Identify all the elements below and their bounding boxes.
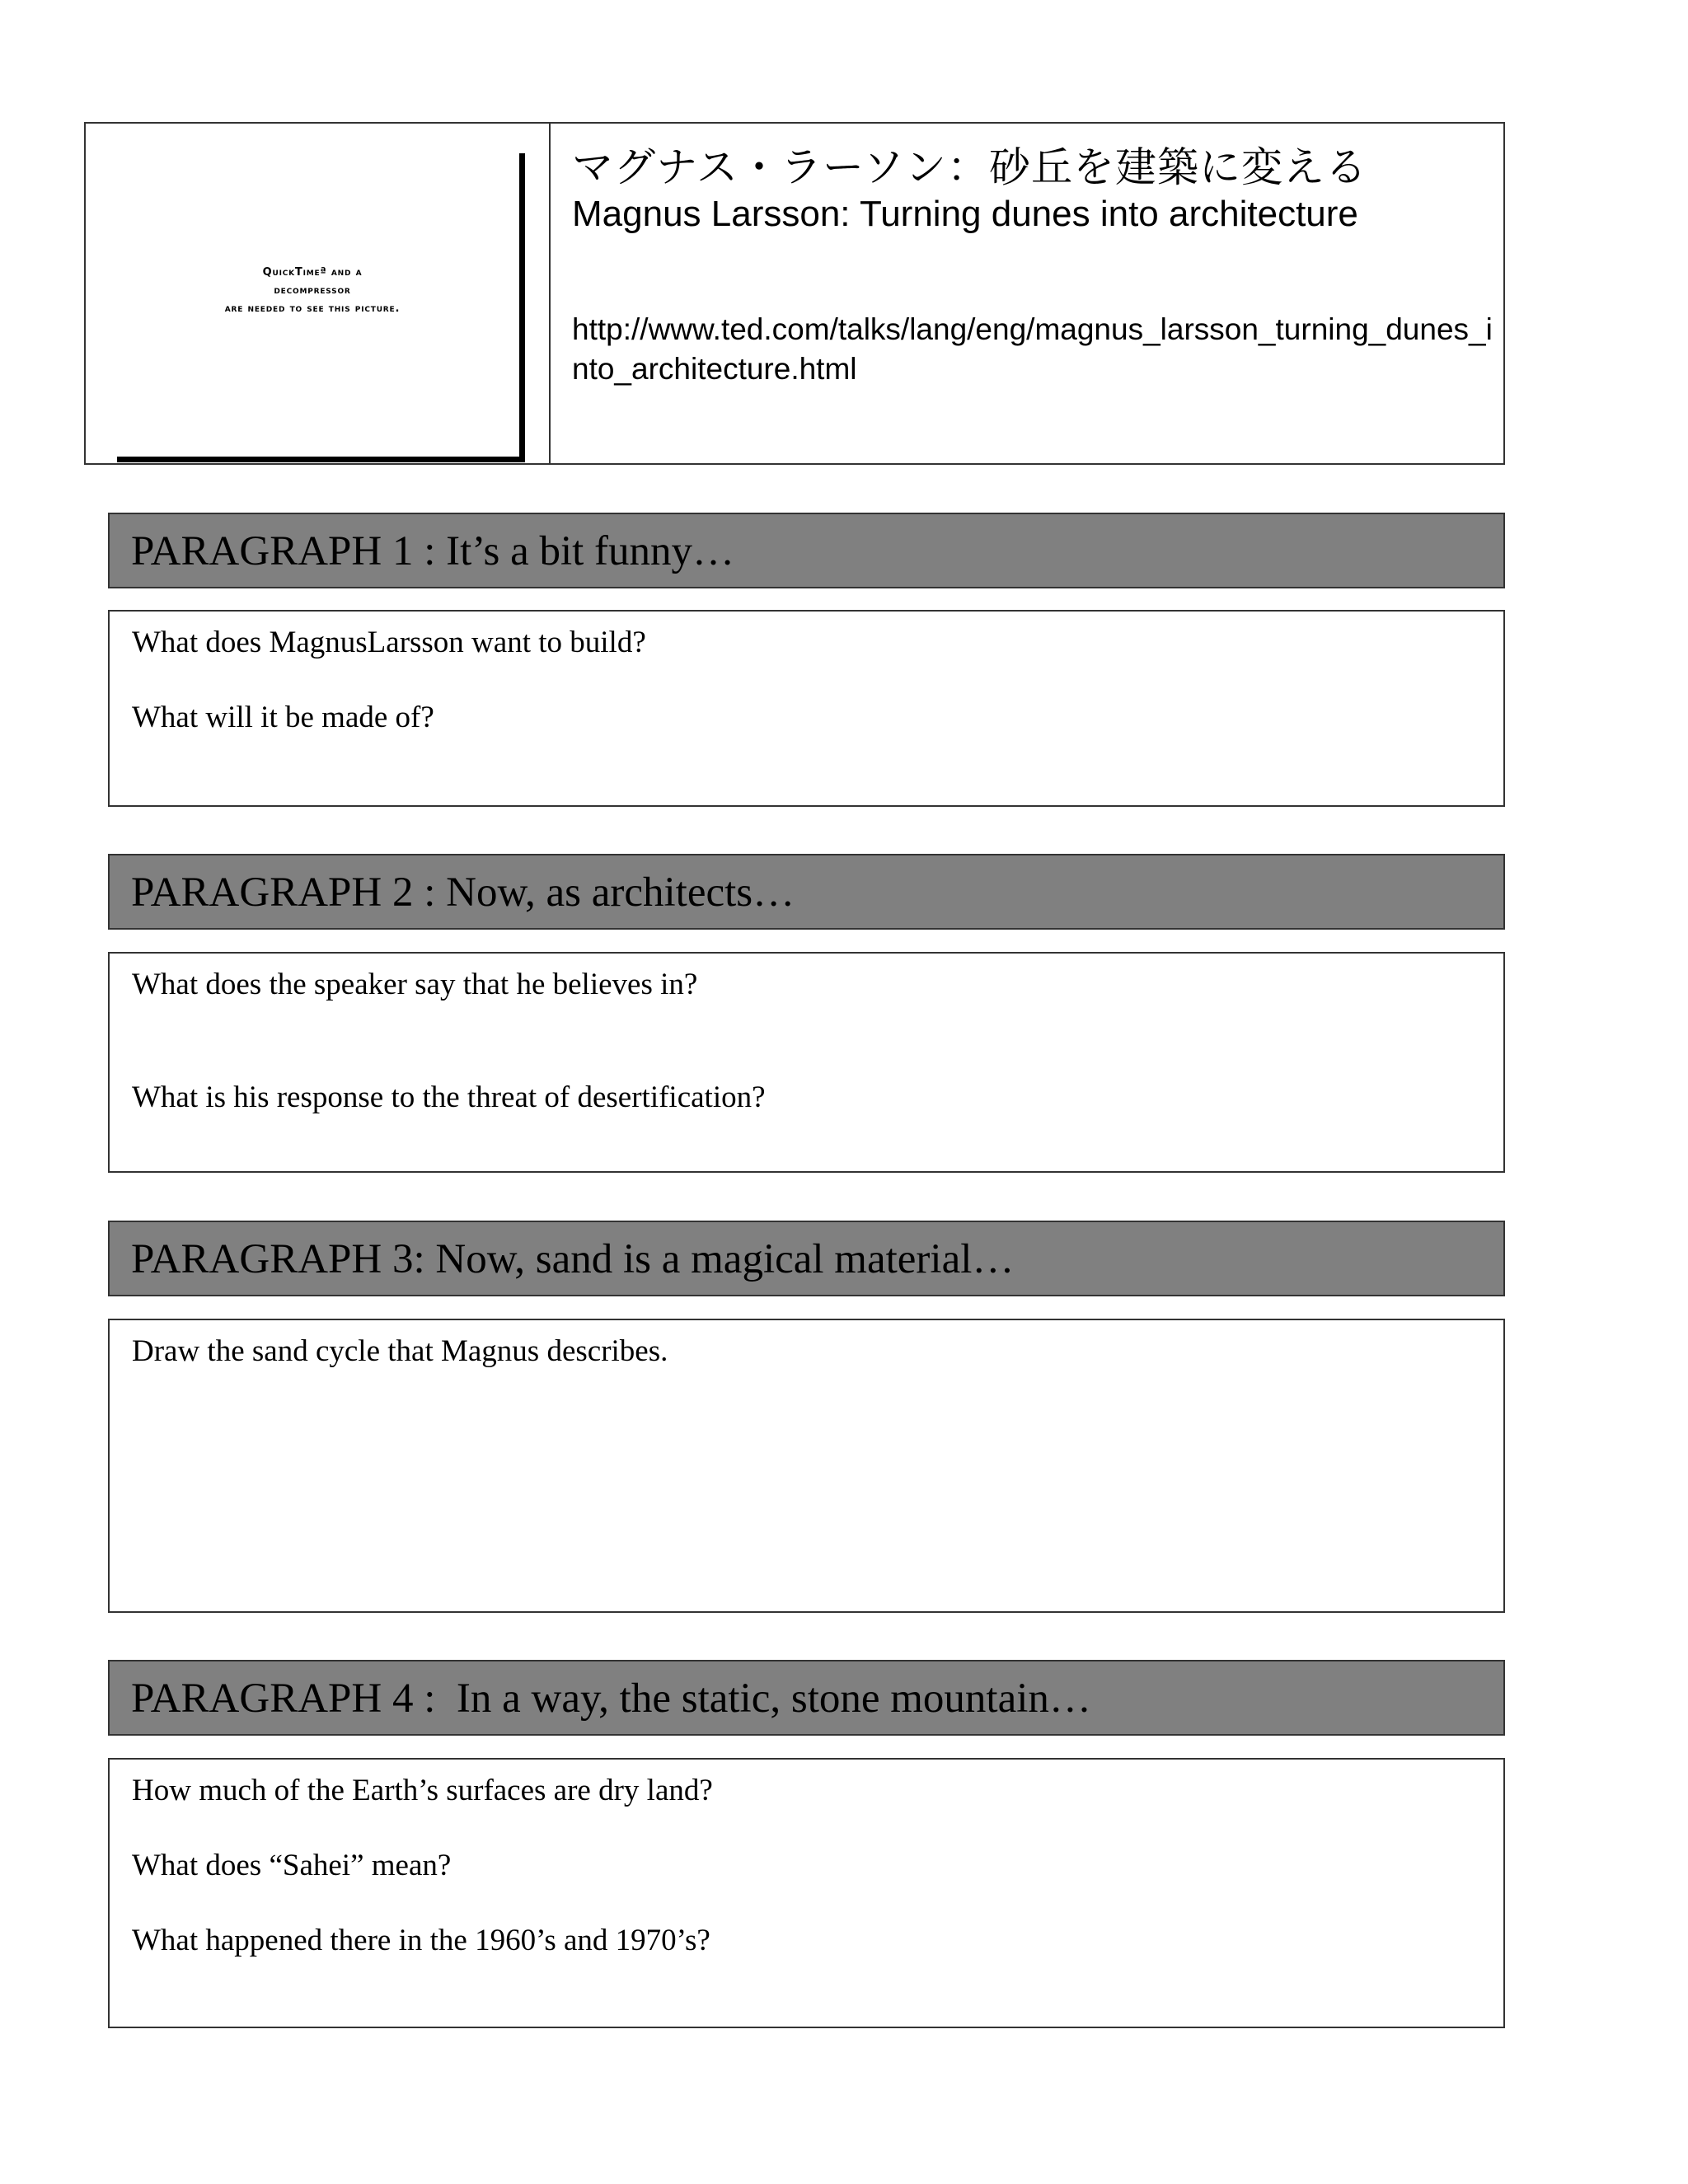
question-1-2: What will it be made of? [132,701,434,734]
header-box [84,122,1505,465]
title-panel [551,124,1503,463]
section-heading-2: PARAGRAPH 2 : Now, as architects… [108,854,1505,930]
quicktime-line-1: QuickTimeª and a [262,266,363,279]
question-2-2: What is his response to the threat of desertification? [132,1080,766,1114]
question-box-4 [108,1758,1505,2028]
section-heading-3: PARAGRAPH 3: Now, sand is a magical material… [108,1221,1505,1296]
placeholder-border-vertical [519,153,525,462]
quicktime-message [119,264,506,318]
question-1-1: What does MagnusLarsson want to build? [132,626,646,659]
title-japanese: マグナス・ラーソン：砂丘を建築に変える [572,143,1367,191]
question-2-1: What does the speaker say that he believes in? [132,968,698,1001]
question-4-2: What does “Sahei” mean? [132,1849,452,1882]
question-4-3: What happened there in the 1960’s and 1970’s? [132,1924,710,1957]
section-heading-4: PARAGRAPH 4 : In a way, the static, stone mountain… [108,1660,1505,1736]
title-english: Magnus Larsson: Turning dunes into architecture [572,194,1358,234]
question-box-3 [108,1319,1505,1613]
placeholder-border-horizontal [117,457,525,462]
quicktime-line-3: are needed to see this picture. [224,302,401,315]
question-box-1 [108,610,1505,807]
question-3-1: Draw the sand cycle that Magnus describes. [132,1334,668,1368]
question-4-1: How much of the Earth’s surfaces are dry land? [132,1774,713,1807]
quicktime-line-2: decompressor [274,284,351,297]
question-box-2 [108,952,1505,1173]
video-placeholder [86,124,551,463]
talk-url[interactable]: http://www.ted.com/talks/lang/eng/magnus_larsson_turning_dunes_into_architecture.html [572,312,1493,386]
section-heading-1: PARAGRAPH 1 : It’s a bit funny… [108,513,1505,588]
